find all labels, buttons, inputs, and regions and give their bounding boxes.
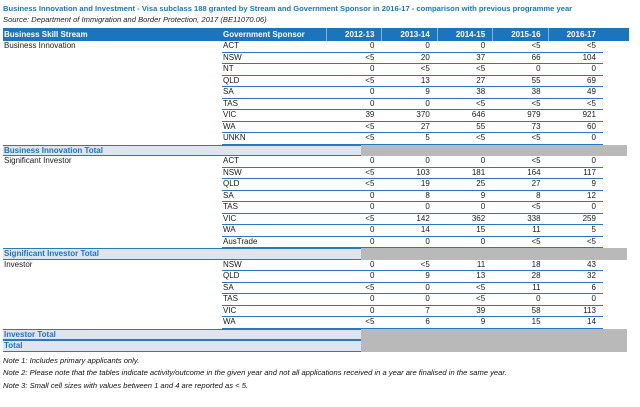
table-row xyxy=(3,271,629,283)
suppressed-total-bar xyxy=(361,340,627,352)
table-row xyxy=(3,76,629,88)
value-cell: <5 xyxy=(531,156,541,165)
sponsor-cell: NSW xyxy=(223,259,242,269)
sponsor-cell: QLD xyxy=(223,271,240,280)
row-values xyxy=(222,53,603,65)
total-row-label: Total xyxy=(3,340,361,352)
table-row xyxy=(3,64,629,76)
stream-cell xyxy=(3,237,222,249)
row-values xyxy=(222,294,603,306)
value-cell: 0 xyxy=(369,190,375,200)
value-cell: 0 xyxy=(369,271,375,280)
sponsor-cell: NT xyxy=(223,64,234,73)
stream-cell: Investor xyxy=(4,259,33,269)
table-row xyxy=(3,191,629,203)
table-row xyxy=(3,202,629,214)
sponsor-cell: WA xyxy=(223,121,236,131)
value-cell: 0 xyxy=(369,236,375,246)
value-cell: 104 xyxy=(582,52,596,62)
table-row xyxy=(3,317,629,329)
table-row xyxy=(3,294,629,306)
table-body xyxy=(3,41,629,352)
value-cell: 0 xyxy=(591,294,596,303)
source-line: Source: Department of Immigration and Border Protection, 2017 (BE11070.06) xyxy=(3,15,267,24)
stream-cell xyxy=(3,179,222,191)
row-values xyxy=(222,41,603,53)
stream-cell xyxy=(3,202,222,214)
value-cell: 9 xyxy=(591,179,596,188)
sponsor-cell: TAS xyxy=(223,294,238,303)
value-cell: 0 xyxy=(369,41,375,50)
note-3: Note 3: Small cell sizes with values between 1 and 4 are reported as < 5. xyxy=(3,380,249,390)
value-cell: 13 xyxy=(420,75,430,85)
stream-cell xyxy=(3,294,222,306)
row-values xyxy=(222,168,603,180)
value-cell: <5 xyxy=(476,294,486,303)
value-cell: 0 xyxy=(591,133,596,142)
value-cell: 27 xyxy=(476,75,486,85)
stream-cell xyxy=(3,317,222,329)
header-year-2012-13: 2012-13 xyxy=(326,28,381,41)
value-cell: <5 xyxy=(531,133,541,142)
value-cell: 0 xyxy=(591,202,596,211)
table-row xyxy=(3,225,629,237)
value-cell: 0 xyxy=(369,156,375,165)
value-cell: 11 xyxy=(532,282,541,292)
value-cell: 0 xyxy=(591,64,596,73)
sponsor-cell: VIC xyxy=(223,213,237,223)
value-cell: 38 xyxy=(531,87,541,96)
value-cell: 979 xyxy=(527,110,541,119)
row-values xyxy=(222,225,603,237)
value-cell: 15 xyxy=(531,317,541,326)
value-cell: 6 xyxy=(425,317,430,326)
value-cell: 39 xyxy=(365,110,375,119)
value-cell: 7 xyxy=(425,305,430,315)
value-cell: 32 xyxy=(587,271,596,280)
value-cell: <5 xyxy=(365,179,375,188)
value-cell: 20 xyxy=(420,52,430,62)
row-values xyxy=(222,237,603,249)
value-cell: 5 xyxy=(591,225,596,234)
row-values xyxy=(222,260,603,272)
value-cell: 921 xyxy=(582,110,596,119)
stream-cell xyxy=(3,133,222,145)
data-table xyxy=(3,28,629,352)
value-cell: 164 xyxy=(527,167,541,177)
row-values xyxy=(222,317,603,329)
header-year-2014-15: 2014-15 xyxy=(437,28,492,41)
value-cell: 0 xyxy=(591,156,596,165)
value-cell: 38 xyxy=(476,87,486,96)
sponsor-cell: TAS xyxy=(223,98,238,108)
value-cell: 142 xyxy=(416,213,430,223)
value-cell: 25 xyxy=(476,179,486,188)
value-cell: 9 xyxy=(480,317,486,326)
value-cell: <5 xyxy=(365,282,375,292)
header-business-skill-stream: Business Skill Stream xyxy=(4,30,88,39)
row-values xyxy=(222,156,603,168)
table-row xyxy=(3,99,629,111)
table-header-row xyxy=(3,28,629,41)
value-cell: <5 xyxy=(365,133,375,142)
row-values xyxy=(222,122,603,134)
stream-cell xyxy=(3,271,222,283)
stream-cell xyxy=(3,214,222,226)
value-cell: <5 xyxy=(531,202,541,211)
value-cell: 8 xyxy=(536,190,541,200)
table-row xyxy=(3,122,629,134)
value-cell: 12 xyxy=(587,190,596,200)
header-government-sponsor: Government Sponsor xyxy=(223,30,305,39)
value-cell: 362 xyxy=(471,213,486,223)
value-cell: 14 xyxy=(420,225,430,234)
value-cell: 58 xyxy=(531,305,541,315)
value-cell: 0 xyxy=(369,98,375,108)
suppressed-total-bar xyxy=(361,329,627,341)
sponsor-cell: WA xyxy=(223,317,236,326)
stream-cell xyxy=(3,306,222,318)
value-cell: 0 xyxy=(369,64,375,73)
row-values xyxy=(222,283,603,295)
value-cell: 117 xyxy=(583,167,596,177)
value-cell: 0 xyxy=(425,236,430,246)
total-row-label: Business Innovation Total xyxy=(3,145,361,157)
value-cell: 9 xyxy=(425,271,430,280)
value-cell: 0 xyxy=(425,156,430,165)
value-cell: 15 xyxy=(476,225,486,234)
value-cell: <5 xyxy=(420,259,430,269)
stream-cell: Business Innovation xyxy=(4,41,76,50)
stream-cell xyxy=(3,53,222,65)
header-year-2013-14: 2013-14 xyxy=(381,28,436,41)
value-cell: 0 xyxy=(369,225,375,234)
value-cell: <5 xyxy=(586,98,596,108)
grand-total-row xyxy=(3,340,629,352)
row-values xyxy=(222,76,603,88)
value-cell: 43 xyxy=(587,259,596,269)
table-row xyxy=(3,110,629,122)
value-cell: 0 xyxy=(369,259,375,269)
value-cell: <5 xyxy=(365,75,375,85)
row-values xyxy=(222,179,603,191)
value-cell: <5 xyxy=(586,41,596,50)
sponsor-cell: NSW xyxy=(223,52,242,62)
value-cell: 18 xyxy=(531,259,541,269)
note-2: Note 2: Please note that the tables indicate activity/outcome in the given year and not all applications received in a year are finalised in the same year. xyxy=(3,368,507,377)
stream-cell xyxy=(3,76,222,88)
table-row xyxy=(3,133,629,145)
sponsor-cell: ACT xyxy=(223,41,239,50)
value-cell: 9 xyxy=(480,190,486,200)
table-row xyxy=(3,306,629,318)
value-cell: 338 xyxy=(527,213,541,223)
sponsor-cell: SA xyxy=(223,87,234,96)
value-cell: 39 xyxy=(476,305,486,315)
row-values xyxy=(222,133,603,145)
value-cell: <5 xyxy=(476,64,486,73)
sponsor-cell: NSW xyxy=(223,167,242,177)
value-cell: 11 xyxy=(532,225,541,234)
sponsor-cell: VIC xyxy=(223,110,237,119)
value-cell: 0 xyxy=(480,156,486,165)
value-cell: 49 xyxy=(587,87,596,96)
sponsor-cell: AusTrade xyxy=(223,236,258,246)
stream-cell xyxy=(3,110,222,122)
value-cell: 0 xyxy=(425,282,430,292)
value-cell: 113 xyxy=(583,305,596,315)
value-cell: <5 xyxy=(365,52,375,62)
sponsor-cell: ACT xyxy=(223,156,239,165)
value-cell: 0 xyxy=(536,64,541,73)
stream-cell xyxy=(3,122,222,134)
value-cell: 370 xyxy=(416,110,430,119)
value-cell: 27 xyxy=(420,121,430,131)
value-cell: 0 xyxy=(536,294,541,303)
table-row xyxy=(3,214,629,226)
value-cell: <5 xyxy=(586,236,596,246)
table-row xyxy=(3,87,629,99)
row-values xyxy=(222,87,603,99)
stream-cell xyxy=(3,283,222,295)
stream-total-row xyxy=(3,248,629,260)
value-cell: 0 xyxy=(369,305,375,315)
value-cell: 27 xyxy=(531,179,541,188)
notes xyxy=(3,355,638,393)
stream-total-row xyxy=(3,145,629,157)
value-cell: 55 xyxy=(531,75,541,85)
sponsor-cell: SA xyxy=(223,282,234,292)
value-cell: 37 xyxy=(476,52,486,62)
value-cell: 0 xyxy=(425,294,430,303)
value-cell: <5 xyxy=(531,41,541,50)
value-cell: 8 xyxy=(425,190,430,200)
value-cell: 14 xyxy=(587,317,596,326)
value-cell: <5 xyxy=(476,133,486,142)
table-row xyxy=(3,260,629,272)
row-values xyxy=(222,202,603,214)
value-cell: 60 xyxy=(587,121,596,131)
stream-cell xyxy=(3,168,222,180)
stream-total-row xyxy=(3,329,629,341)
row-values xyxy=(222,110,603,122)
table-row xyxy=(3,168,629,180)
sponsor-cell: TAS xyxy=(223,202,238,211)
value-cell: 55 xyxy=(476,121,486,131)
value-cell: 13 xyxy=(476,271,486,280)
header-year-2016-17: 2016-17 xyxy=(548,28,603,41)
row-values xyxy=(222,306,603,318)
value-cell: <5 xyxy=(531,98,541,108)
row-values xyxy=(222,64,603,76)
row-values xyxy=(222,214,603,226)
value-cell: 0 xyxy=(480,41,486,50)
total-row-label: Significant Investor Total xyxy=(3,248,361,260)
report-title: Business Innovation and Investment - Visa subclass 188 granted by Stream and Government Sponsor in 2016-17 - comparison with previous programme year xyxy=(3,4,573,13)
sponsor-cell: QLD xyxy=(223,75,240,85)
stream-cell xyxy=(3,64,222,76)
value-cell: 28 xyxy=(531,271,541,280)
value-cell: 5 xyxy=(425,133,430,142)
suppressed-total-bar xyxy=(361,248,627,260)
note-1: Note 1: Includes primary applicants only. xyxy=(3,355,140,365)
table-row xyxy=(3,41,629,53)
stream-cell xyxy=(3,99,222,111)
total-row-label: Investor Total xyxy=(3,329,361,341)
stream-cell xyxy=(3,191,222,203)
value-cell: 0 xyxy=(480,236,486,246)
value-cell: 259 xyxy=(582,213,596,223)
value-cell: <5 xyxy=(365,213,375,223)
value-cell: 0 xyxy=(369,202,375,211)
sponsor-cell: SA xyxy=(223,190,234,200)
value-cell: <5 xyxy=(476,282,486,292)
table-row xyxy=(3,53,629,65)
value-cell: 6 xyxy=(591,282,596,292)
value-cell: <5 xyxy=(365,317,375,326)
suppressed-total-bar xyxy=(361,145,627,157)
table-row xyxy=(3,237,629,249)
value-cell: 0 xyxy=(369,87,375,96)
stream-cell: Significant Investor xyxy=(4,156,72,165)
value-cell: 66 xyxy=(531,52,541,62)
value-cell: 0 xyxy=(425,41,430,50)
table-row xyxy=(3,179,629,191)
sponsor-cell: VIC xyxy=(223,305,237,315)
table-row xyxy=(3,156,629,168)
value-cell: 19 xyxy=(420,179,430,188)
row-values xyxy=(222,191,603,203)
sponsor-cell: UNKN xyxy=(223,133,246,142)
value-cell: <5 xyxy=(476,98,486,108)
value-cell: 69 xyxy=(587,75,596,85)
value-cell: 73 xyxy=(531,121,541,131)
table-row xyxy=(3,283,629,295)
row-values xyxy=(222,99,603,111)
sponsor-cell: QLD xyxy=(223,179,240,188)
value-cell: <5 xyxy=(365,121,375,131)
value-cell: 0 xyxy=(480,202,486,211)
sponsor-cell: WA xyxy=(223,225,236,234)
value-cell: <5 xyxy=(420,64,430,73)
value-cell: 0 xyxy=(369,294,375,303)
value-cell: 11 xyxy=(476,259,486,269)
stream-cell xyxy=(3,225,222,237)
value-cell: 0 xyxy=(425,98,430,108)
value-cell: 103 xyxy=(416,167,430,177)
value-cell: 646 xyxy=(471,110,486,119)
value-cell: 0 xyxy=(425,202,430,211)
value-cell: <5 xyxy=(365,167,375,177)
header-year-2015-16: 2015-16 xyxy=(492,28,547,41)
stream-cell xyxy=(3,87,222,99)
value-cell: 9 xyxy=(425,87,430,96)
row-values xyxy=(222,271,603,283)
value-cell: <5 xyxy=(531,236,541,246)
value-cell: 181 xyxy=(471,167,486,177)
